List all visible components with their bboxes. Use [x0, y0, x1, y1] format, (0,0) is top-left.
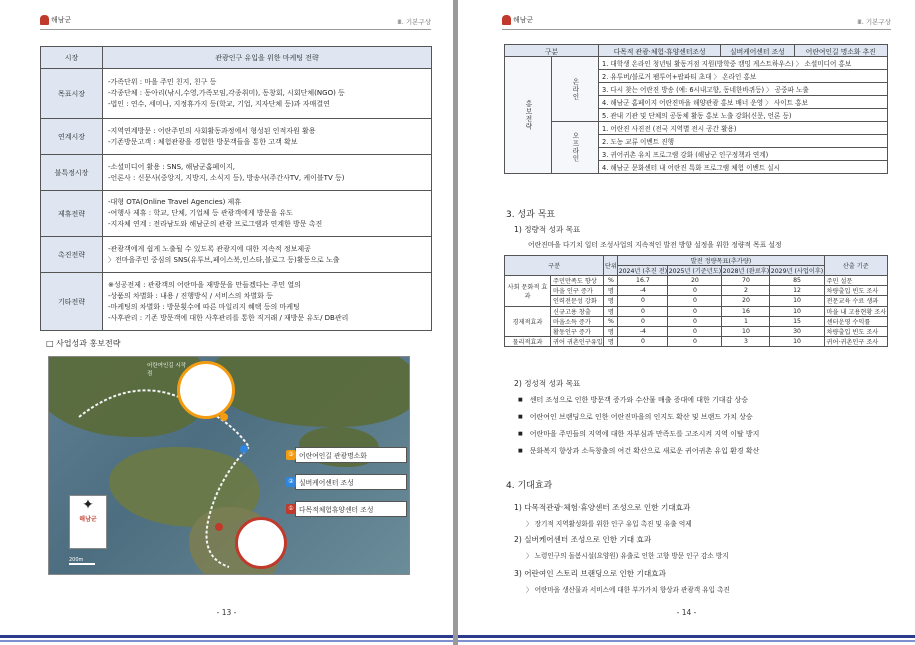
value-cell: 0	[668, 306, 722, 316]
aerial-map	[48, 356, 410, 575]
qual-bullet: ■ 센터 조성으로 인한 방문객 증가와 수산물 매출 증대에 대한 기대감 상승	[518, 395, 748, 405]
online-item: 3. 다시 찾는 어란진 방송 (예: 6시내고향, 동네한바퀴등) 〉 공중파 노출	[599, 83, 888, 96]
col-header-center: 다목적 관광·체험·휴양센터조성	[599, 45, 721, 57]
category-cell: 경제적효과	[505, 306, 551, 337]
badge-3: ③	[286, 450, 296, 460]
item-cell: 마을소득 증가	[551, 316, 604, 326]
row-line: -지자체 연계 : 전라남도와 해남군의 관광 프로그램과 연계한 방문 촉진	[108, 220, 323, 228]
performance-target-table	[504, 255, 888, 347]
online-label: 온라인	[552, 57, 599, 122]
table-row	[41, 237, 432, 273]
unit-cell: %	[604, 316, 618, 326]
row-line: -관광객에게 쉽게 노출될 수 있도록 관광지에 대한 지속적 정보제공	[108, 244, 311, 253]
online-item: 1. 대학생 온라인 청년팀 활동거점 지원(방학중 캠밍 게스트하우스) 〉 소셜미디어 홍보	[599, 57, 888, 70]
item-cell: 활동인구 증가	[551, 326, 604, 336]
qual-bullet: ■ 문화복지 향상과 소득창출의 여건 확산으로 새로운 귀어귀촌 유입 환경 확산	[518, 446, 759, 456]
item-cell: 마을 인구 증가	[551, 286, 604, 296]
effect-desc: 〉 어란마을 생산물과 서비스에 대한 부가가치 향상과 관광객 유입 촉진	[526, 586, 730, 594]
row-content	[103, 191, 432, 237]
label-text: 실버케어센터 조성	[299, 479, 354, 487]
value-cell: -4	[618, 286, 668, 296]
row-content	[103, 237, 432, 273]
col-header-silver: 실버케어센터 조성	[721, 45, 794, 57]
value-cell: 3	[722, 337, 770, 347]
page-13	[0, 0, 453, 645]
row-line: 〉전마을주민 중심의 SNS(유투브,페이스북,인스타,블로그 등)활동으로 노출	[108, 255, 340, 264]
category-cell: 물리적효과	[505, 337, 551, 347]
logo-text: 해남군	[51, 16, 72, 24]
basis-cell: 센터운영 수익률	[824, 316, 887, 326]
row-line: -가족단위 : 마을 주민 친지, 친구 등	[108, 78, 217, 86]
footer-rule-light	[0, 640, 453, 642]
row-line: -언론사 : 신문사(중앙지, 지방지, 소식지 등), 방송사(주간사TV, 케이블TV 등)	[108, 173, 345, 182]
row-label: 연계시장	[41, 119, 103, 155]
col-header-market: 시장	[41, 47, 103, 69]
haenam-logo	[502, 15, 533, 25]
subsection-3-2-title: 2) 정성적 성과 목표	[514, 379, 581, 388]
offline-item: 3. 귀어귀촌 유치 프로그램 강화 (해남군 인구정책과 연계)	[599, 148, 888, 161]
badge-1: ①	[286, 504, 296, 514]
page-footer	[0, 623, 453, 645]
basis-cell: 차량출입 빈도 조사	[824, 286, 887, 296]
value-cell: 15	[770, 316, 824, 326]
compass-icon: ✦	[82, 497, 94, 513]
map-label-yeoin-road	[288, 447, 407, 463]
col-header-2025: 2025년 (기준년도)	[668, 266, 722, 276]
value-cell: 30	[770, 326, 824, 336]
subsection-3-1-desc: 어란진마을 다기치 일터 조성사업의 지속적인 발전 방향 설정을 위한 정량적 목표 설정	[528, 241, 782, 249]
section-title: □ 사업성과 홍보전략	[46, 339, 121, 348]
online-item: 2. 유투버/블로거 팸투어+팝파티 초대 〉 온라인 홍보	[599, 70, 888, 83]
offline-label: 오프라인	[552, 122, 599, 174]
value-cell: 0	[668, 337, 722, 347]
table-row	[505, 326, 888, 336]
row-line: ※성공전제 : 관광객의 어란마을 재방문을 만들겠다는 주민 열의	[108, 280, 301, 289]
value-cell: 12	[770, 286, 824, 296]
value-cell: 0	[668, 326, 722, 336]
row-line: -기존방문고객 : 체험관광을 경험한 방문객들을 통한 고객 확보	[108, 137, 298, 146]
table-row	[505, 316, 888, 326]
value-cell: 0	[618, 306, 668, 316]
chapter-title: Ⅲ. 기본구상	[857, 18, 891, 26]
section-4-title: 4. 기대효과	[506, 481, 553, 491]
compass-logo: 해남군	[79, 516, 97, 523]
value-cell: 16	[722, 306, 770, 316]
page-header	[502, 14, 891, 30]
item-cell: 귀어 귀촌인구유입	[551, 337, 604, 347]
logo-mark-icon	[40, 15, 49, 25]
row-line: -각종단체 : 동아리(낚시,수영,가족모임,각종취미), 동창회, 시회단체(NGO) 등	[108, 89, 345, 97]
label-text: 다목적체험휴양센터 조성	[299, 506, 374, 514]
value-cell: 0	[618, 316, 668, 326]
effect-desc: 〉 노령인구의 돌봄시설(요양원) 유출로 인한 고향 방문 인구 감소 방지	[526, 552, 729, 560]
value-cell: 20	[722, 296, 770, 306]
value-cell: 85	[770, 276, 824, 286]
inset-circle	[235, 517, 287, 569]
table-row	[505, 286, 888, 296]
value-cell: 0	[668, 286, 722, 296]
row-label: 촉진전략	[41, 237, 103, 273]
row-label: 제휴전략	[41, 191, 103, 237]
route-label: 어란여인길 시작점	[147, 363, 186, 377]
value-cell: 10	[770, 296, 824, 306]
row-line: -소셜미디어 활용 : SNS, 해남군홈페이지,	[108, 162, 236, 171]
page-number: - 14 -	[676, 608, 697, 617]
effect-title: 3) 어란여인 스토리 브랜딩으로 인한 기대효과	[514, 569, 666, 578]
row-content	[103, 273, 432, 331]
table-row	[505, 122, 888, 135]
row-content	[103, 155, 432, 191]
col-header-basis: 산출 기준	[824, 256, 887, 276]
unit-cell: %	[604, 276, 618, 286]
logo-text: 해남군	[513, 16, 534, 24]
table-row	[505, 306, 888, 316]
item-cell: 주민만족도 향상	[551, 276, 604, 286]
effect-title: 1) 다목적관광·체험·휴양센터 조성으로 인한 기대효과	[514, 503, 691, 512]
unit-cell: 명	[604, 286, 618, 296]
table-row	[505, 57, 888, 70]
row-line: -대형 OTA(Online Travel Agencies) 제휴	[108, 198, 242, 206]
value-cell: 2	[722, 286, 770, 296]
footer-rule	[0, 635, 453, 638]
promotion-strategy-table	[504, 44, 888, 174]
offline-item: 1. 어란진 사진전 (전국 지역별 전시 공간 활용)	[599, 122, 888, 135]
row-line: -법인 : 연수, 세미나, 지정휴가지 등(학교, 기업, 지자단체 등)과 자매결연	[108, 100, 330, 108]
basis-cell: 전문교육 수료 생과	[824, 296, 887, 306]
marketing-strategy-table	[40, 46, 432, 331]
col-header-target-group: 발전 정량목표(추가량)	[618, 256, 824, 266]
col-header-gubun: 구분	[505, 45, 599, 57]
label-text: 어란여인길 관광명소화	[299, 452, 367, 460]
basis-cell: 귀어·귀촌인구 조사	[824, 337, 887, 347]
offline-item: 4. 해남군 문화센터 내 어란진 특화 프로그램 체험 이벤트 실시	[599, 161, 888, 174]
page-14	[458, 0, 915, 645]
item-cell: 신규고용 창출	[551, 306, 604, 316]
value-cell: 20	[668, 276, 722, 286]
col-header-2029: 2029년 (사업이후)	[770, 266, 824, 276]
page-number: - 13 -	[216, 608, 237, 617]
row-label: 목표시장	[41, 69, 103, 119]
row-label: 기타전략	[41, 273, 103, 331]
map-scale: 200m	[69, 557, 95, 565]
subsection-3-1-title: 1) 정량적 성과 목표	[514, 225, 581, 234]
chapter-title: Ⅲ. 기본구상	[397, 18, 431, 26]
row-line: -마케팅의 차별화 : 방문횟수에 따른 마일리지 혜택 등의 마케팅	[108, 302, 300, 311]
haenam-logo	[40, 15, 71, 25]
col-header-yeoin: 어란여인길 명소화 추진	[794, 45, 887, 57]
value-cell: 10	[770, 306, 824, 316]
table-row	[505, 337, 888, 347]
row-label: 불특정시장	[41, 155, 103, 191]
promo-group-label: 홍보전략	[505, 57, 552, 174]
table-row	[505, 276, 888, 286]
table-row	[41, 69, 432, 119]
logo-mark-icon	[502, 15, 511, 25]
qual-bullet: ■ 어란여인 브랜딩으로 인한 어란진마을의 인지도 확산 및 브랜드 가치 상승	[518, 412, 753, 422]
basis-cell: 주민 설문	[824, 276, 887, 286]
col-header-unit: 단위	[604, 256, 618, 276]
page-header	[40, 14, 431, 30]
value-cell: 70	[722, 276, 770, 286]
value-cell: 0	[668, 316, 722, 326]
value-cell: 10	[770, 337, 824, 347]
badge-2: ②	[286, 477, 296, 487]
online-item: 4. 해남군 홈페이지 어란진마을 해양관광 홍보 배너 운영 〉 사이트 홍보	[599, 96, 888, 109]
col-header-strategy: 관광인구 유입을 위한 마케팅 전략	[103, 47, 432, 69]
value-cell: 16.7	[618, 276, 668, 286]
inset-circle	[177, 361, 235, 419]
page-footer	[458, 623, 915, 645]
col-header-2024: 2024년 (추진 전)	[618, 266, 668, 276]
row-content	[103, 69, 432, 119]
unit-cell: 명	[604, 306, 618, 316]
row-line: -여행사 제휴 : 학교, 단체, 기업체 등 관광객에게 방문을 유도	[108, 209, 293, 217]
unit-cell: 명	[604, 326, 618, 336]
section-3-title: 3. 성과 목표	[506, 210, 556, 220]
map-label-silver-care	[288, 474, 407, 490]
value-cell: 0	[618, 296, 668, 306]
unit-cell: 명	[604, 337, 618, 347]
footer-rule	[458, 635, 915, 638]
col-header-gubun: 구분	[505, 256, 604, 276]
table-row	[41, 119, 432, 155]
col-header-2028: 2028년 (완료후)	[722, 266, 770, 276]
row-content	[103, 119, 432, 155]
effect-title: 2) 실버케어센터 조성으로 인한 기대 효과	[514, 535, 652, 544]
value-cell: 10	[722, 326, 770, 336]
value-cell: -4	[618, 326, 668, 336]
online-item: 5. 관내 기관 및 단체의 공동체 활동 홍보 노출 강화(신문, 언론 등)	[599, 109, 888, 122]
map-label-multi-center	[288, 501, 407, 517]
basis-cell: 차량출입 빈도 조사	[824, 326, 887, 336]
table-row	[41, 273, 432, 331]
table-row	[41, 155, 432, 191]
footer-rule-light	[458, 640, 915, 642]
table-row	[41, 191, 432, 237]
effect-desc: 〉 장기적 지역활성화를 위한 인구 유입 촉진 및 유출 억제	[526, 520, 692, 528]
value-cell: 0	[668, 296, 722, 306]
row-line: -지역연계방문 : 어란주민의 사회활동과정에서 형성된 인적자원 활용	[108, 126, 316, 135]
qual-bullet: ■ 어란마을 주민들의 지역에 대한 자부심과 만족도를 고조시켜 지역 이탈 방지	[518, 429, 759, 439]
offline-item: 2. 도농 교류 이벤트 진행	[599, 135, 888, 148]
table-row	[505, 296, 888, 306]
row-line: -사후관리 : 기존 방문객에 대한 사후관리를 통한 직거래 / 재방문 유도/ DB관리	[108, 313, 349, 322]
unit-cell: 명	[604, 296, 618, 306]
basis-cell: 마을 내 고용현황 조사	[824, 306, 887, 316]
compass-box	[69, 495, 107, 549]
value-cell: 0	[618, 337, 668, 347]
value-cell: 1	[722, 316, 770, 326]
row-line: -상품의 차별화 : 내용 / 진행방식 / 서비스의 차별화 등	[108, 291, 273, 300]
category-cell: 사회 문화적 효과	[505, 276, 551, 307]
item-cell: 인력전문성 강화	[551, 296, 604, 306]
